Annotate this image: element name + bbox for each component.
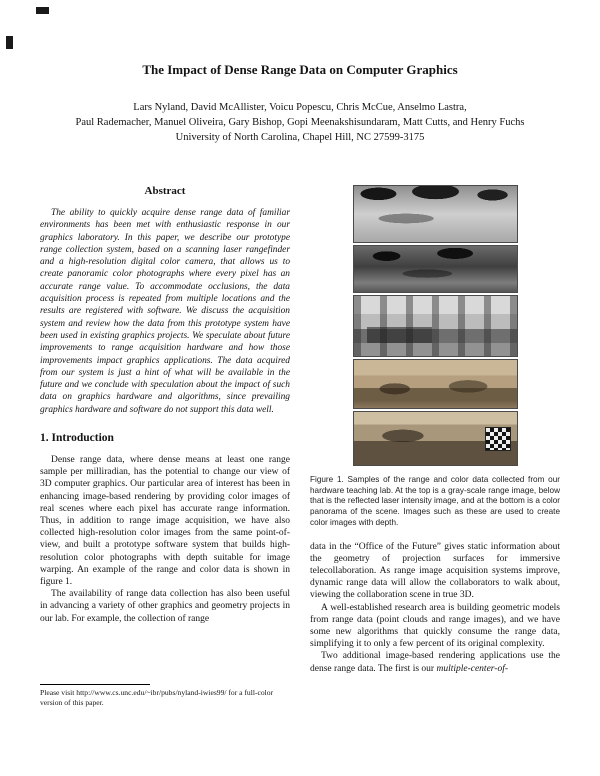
section-heading-introduction: 1. Introduction	[40, 432, 114, 445]
registration-mark	[36, 7, 49, 14]
figure1-caption: Figure 1. Samples of the range and color data collected from our hardware teaching lab. At the top is a gray-scale range image, below that is the reflected laser intensity image, and at the bottom is a color panorama of the scene. Images such as these are used to create color images with depth.	[310, 475, 560, 527]
abstract-text: The ability to quickly acquire dense range data of familiar environments has been met with enthusiastic response in our graphics laboratory. In this paper, we describe our prototype range collection system, based on a scanning laser rangefinder and a high-resolution digital color camera, that allows us to create panoramic color photographs where every pixel has an accurate range value. To accommodate occlusions, the data acquisition process is repeated from multiple locations and the results are registered with software. We discuss the acquisition system and review how the data from this prototype system have been used in existing graphics projects. We speculate about future improvements to range acquisition hardware and how those improvements impact graphics applications. The data acquired from our system is just a hint of what will be available in the future and we conclude with speculation about the impact of such data on graphics hardware and algorithms, since prevailing graphics hardware and software do not support this data well.	[40, 208, 290, 415]
figure1-color-panorama-bottom	[353, 411, 518, 466]
right-column	[310, 185, 560, 707]
figure1-color-panorama-top	[353, 359, 518, 409]
right-paragraph-3	[310, 650, 560, 674]
paper-title: The Impact of Dense Range Data on Computer Graphics	[142, 62, 458, 77]
two-column-body	[40, 185, 560, 707]
authors-line-1: Lars Nyland, David McAllister, Voicu Popescu, Chris McCue, Anselmo Lastra,	[133, 102, 467, 113]
right-paragraph-2: A well-established research area is building geometric models from range data (point clouds and range images), and we have some new algorithms that quickly consume the range data, simplifying it to only a few percent of its original complexity.	[310, 602, 560, 650]
registration-mark	[6, 36, 13, 49]
introduction-paragraph-2: The availability of range data collection has also been useful in advancing a variety of other graphics and geometry projects in our lab. For example, the collection of range	[40, 589, 290, 624]
authors-line-2: Paul Rademacher, Manuel Oliveira, Gary Bishop, Gopi Meenakshisundaram, Matt Cutts, and Henry Fuchs	[75, 117, 525, 128]
right-paragraph-3-text: Two additional image-based rendering applications use the dense range data. The first is our	[310, 651, 560, 674]
figure1-intensity-image	[353, 245, 518, 293]
footnote	[40, 678, 290, 707]
affiliation: University of North Carolina, Chapel Hill, NC 27599-3175	[175, 132, 425, 143]
figure1-images	[353, 185, 518, 466]
left-column	[40, 185, 290, 707]
footnote-rule	[40, 684, 150, 685]
figure1-gray-scene-image	[353, 295, 518, 357]
right-paragraph-3-italic: multiple-center-of-	[436, 663, 509, 674]
abstract-heading: Abstract	[144, 185, 186, 197]
calibration-checkerboard	[485, 427, 511, 451]
right-paragraph-1: data in the “Office of the Future” gives static information about the geometry of projection surfaces for immersive telecollaboration. As range image acquisition systems improve, dynamic range data will allow the collaborators to walk about, viewing the collaboration scene in true 3D.	[310, 541, 560, 601]
author-block	[40, 100, 560, 145]
introduction-paragraph-1: Dense range data, where dense means at least one range sample per milliradian, has the potential to change our view of 3D computer graphics. Our particular area of interest has been in enhancing image-based rendering by providing color images of real scenes where each pixel has accurate range information. Thus, in addition to range image acquisition, we have also collected high-resolution color images from the same point-of-view, and built a prototype software system that builds high-resolution color photographs with depth suitable for image warping. An example of the range and color data is shown in figure 1.	[40, 455, 290, 588]
footnote-text: Please visit http://www.cs.unc.edu/~ibr/pubs/nyland-iwies99/ for a full-color version of this paper.	[40, 688, 274, 707]
figure1-range-image	[353, 185, 518, 243]
